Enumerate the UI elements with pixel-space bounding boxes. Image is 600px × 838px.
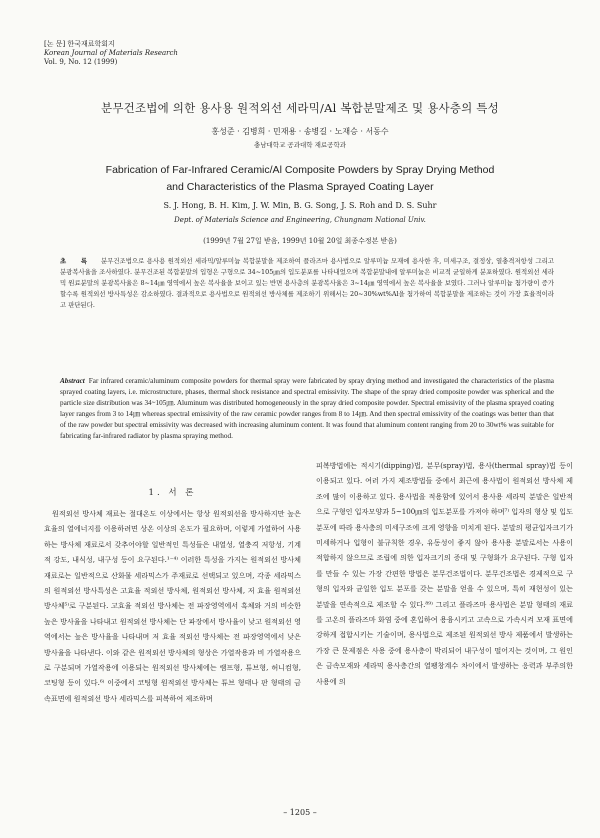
right-column [316,458,573,689]
journal-header [44,40,178,67]
abstract-korean [60,256,554,311]
journal-name-ko: [논 문] 한국재료학회지 [44,40,115,48]
page-number: – 1205 – [283,808,317,817]
right-column-paragraph: 피복방법에는 적시기(dipping)법, 분무(spray)법, 용사(thermal spray)법 등이 이용되고 있다. 여러 가지 제조방법들 중에서 최근에 용사법이 원적외선 방사체 제조에 많이 이용하고 있다. 용사법을 적용함에 있어서 용사용 세라믹 분말은 일반적으로 구형인 입자모양과 5~100㎛의 입도분포를 가져야 하며⁷⁾ 입자의 형상 및 입도 분포에 따라 용사층의 미세구조에 크게 영향을 미치게 된다. 분말의 평균입자크기가 미세하거나 입형이 불규칙한 경우, 유동성이 좋지 않아 용사용 분말로서는 사용이 적합하지 않으므로 조립에 의한 입자크기의 증대 및 구형화가 요구된다. 구형 입자를 만들 수 있는 가장 간편한 방법은 분무건조법이다. 분무건조법은 경제적으로 구형의 입자와 균일한 입도 분포를 갖는 분말을 얻을 수 있으며, 특히 재현성이 있는 분말을 연속적으로 제조할 수 있다.⁸⁹⁾ 그리고 플라즈마 용사법은 분말 형태의 재료를 고온의 플라즈마 화염 중에 혼입하여 용융시키고 고속으로 가속시켜 모재 표면에 강하게 접합시키는 기술이며, 용사법으로 제조된 원적외선 방사 제품에서 발생하는 가장 큰 문제점은 사용 중에 용사층이 박리되어 내구성이 떨어지는 것이며, 그 원인은 금속모재와 세라믹 용사층간의 열팽창계수 차이에서 발생하는 응력과 부주의한 사용에 의 [316,461,573,686]
authors-english: S. J. Hong, B. H. Kim, J. W. Min, B. G. Song, J. S. Roh and D. S. Suhr [163,201,437,210]
title-english-line1: Fabrication of Far-Infrared Ceramic/Al Composite Powders by Spray Drying Method [105,164,495,176]
authors-korean: 홍성준 · 김병희 · 민재용 · 송병길 · 노재승 · 서동수 [211,127,389,136]
section-title-introduction: 1. 서 론 [148,488,197,498]
left-column [44,506,301,706]
journal-volume: Vol. 9, No. 12 (1999) [44,58,118,66]
journal-name-en: Korean Journal of Materials Research [44,49,178,57]
abstract-korean-text: 분무건조법으로 용사용 원적외선 세라믹/알루미늄 복합분말을 제조하여 플라즈마 용사법으로 알루미늄 모재에 용사한 후, 미세구조, 결정상, 열충격저항성 그리고 분광복사율을 조사하였다. 분무건조된 복합분말의 입형은 구형으로 34~105㎛의 입도분포를 나타내었으며 복합분말내에 알루미늄은 비교적 균일하게 분포하였다. 원적외선 세라믹 원료분말의 분광복사율은 8~14㎛ 영역에서 높은 복사율을 보이고 있는 반면 용사층의 분광복사율은 3~14㎛ 영역에서 높은 복사율을 보였다. 그러나 알루미늄 첨가량이 증가할수록 원적외선 방사특성은 감소하였다. 결과적으로 용사법으로 원적외선 방사체를 제조하기 위해서는 20~30%wt%Al을 첨가하여 복합분말을 제조하는 것이 가장 효율적이라고 판단된다. [60,257,554,309]
title-korean: 분무건조법에 의한 용사용 원적외선 세라믹/Al 복합분말제조 및 용사층의 특성 [101,101,499,115]
abstract-english [60,376,554,442]
affiliation-english: Dept. of Materials Science and Engineering, Chungnam National Univ. [174,216,426,224]
affiliation-korean: 충남대학교 공과대학 재료공학과 [253,141,347,149]
received-dates: (1999년 7월 27일 받음, 1999년 10월 20일 최종수정본 받음) [203,237,397,245]
left-column-paragraph: 원적외선 방사체 재료는 절대온도 이상에서는 항상 원적외선을 방사하지만 높은 효율의 열에너지를 이용하려면 상온 이상의 온도가 필요하며, 이렇게 가열하여 사용하는 방사체 재료로서 갖추어야할 일반적인 특성들은 내열성, 열충격 저항성, 기계적 강도, 내식성, 내구성 등이 요구된다.¹⁻⁴⁾ 이러한 특성을 가지는 원적외선 방사체 재료로는 일반적으로 산화물 세라믹스가 주재료로 선택되고 있으며, 각종 세라믹스의 원적외선 방사특성은 고효율 적외선 방사체, 원적외선 방사체, 저 효율 원적외선 방사체⁵⁾로 구분된다. 고효율 적외선 방사체는 전 파장영역에서 흑체와 거의 비슷한 높은 방사율을 나타내고 원적외선 방사체는 단 파장에서 방사율이 낮고 원적외선 영역에서는 높은 방사율을 나타내며 저 효율 적외선 방사체는 전 파장영역에서 낮은 방사율을 나타낸다. 이와 같은 원적외선 방사체의 형상은 가열작용과 비 가열작용으로 구분되며 가열작용에 이용되는 원적외선 방사체에는 램프형, 튜브형, 허니컴형, 코팅형 등이 있다.⁶⁾ 이중에서 코팅형 원적외선 방사체는 튜브 형태나 판 형태의 금속표면에 원적외선 방사 세라믹스를 피복하여 제조하며 [44,509,301,703]
title-english [0,162,600,196]
abstract-english-label: Abstract [60,377,85,385]
title-english-line2: and Characteristics of the Plasma Sprayed Coating Layer [166,181,434,193]
abstract-korean-label: 초 록 [60,257,94,265]
abstract-english-text: Far infrared ceramic/aluminum composite powders for thermal spray were fabricated by spray drying method and investigated the characteristics of the plasma sprayed coating layers, i.e. microstructure, phases, thermal shock resistance and spectral emissivity. The shape of the spray dried composite powder was spherical and the particle size distribution was 34~105㎛. Aluminum was distributed homogeneously in the spray dried composite powder. Spectral emissivity of the plasma sprayed coating layer ranges from 3 to 14㎛ whereas spectral emissivity of the raw ceramic powder ranges from 8 to 14㎛. And then spectral emissivity of the coatings was better than that of the raw powder but spectral emissivity was decreased with increasing aluminum content. It was found that aluminum content ranging from 20 to 30wt% was suitable for fabricating far-infrared radiator by plasma spraying method. [60,377,554,440]
